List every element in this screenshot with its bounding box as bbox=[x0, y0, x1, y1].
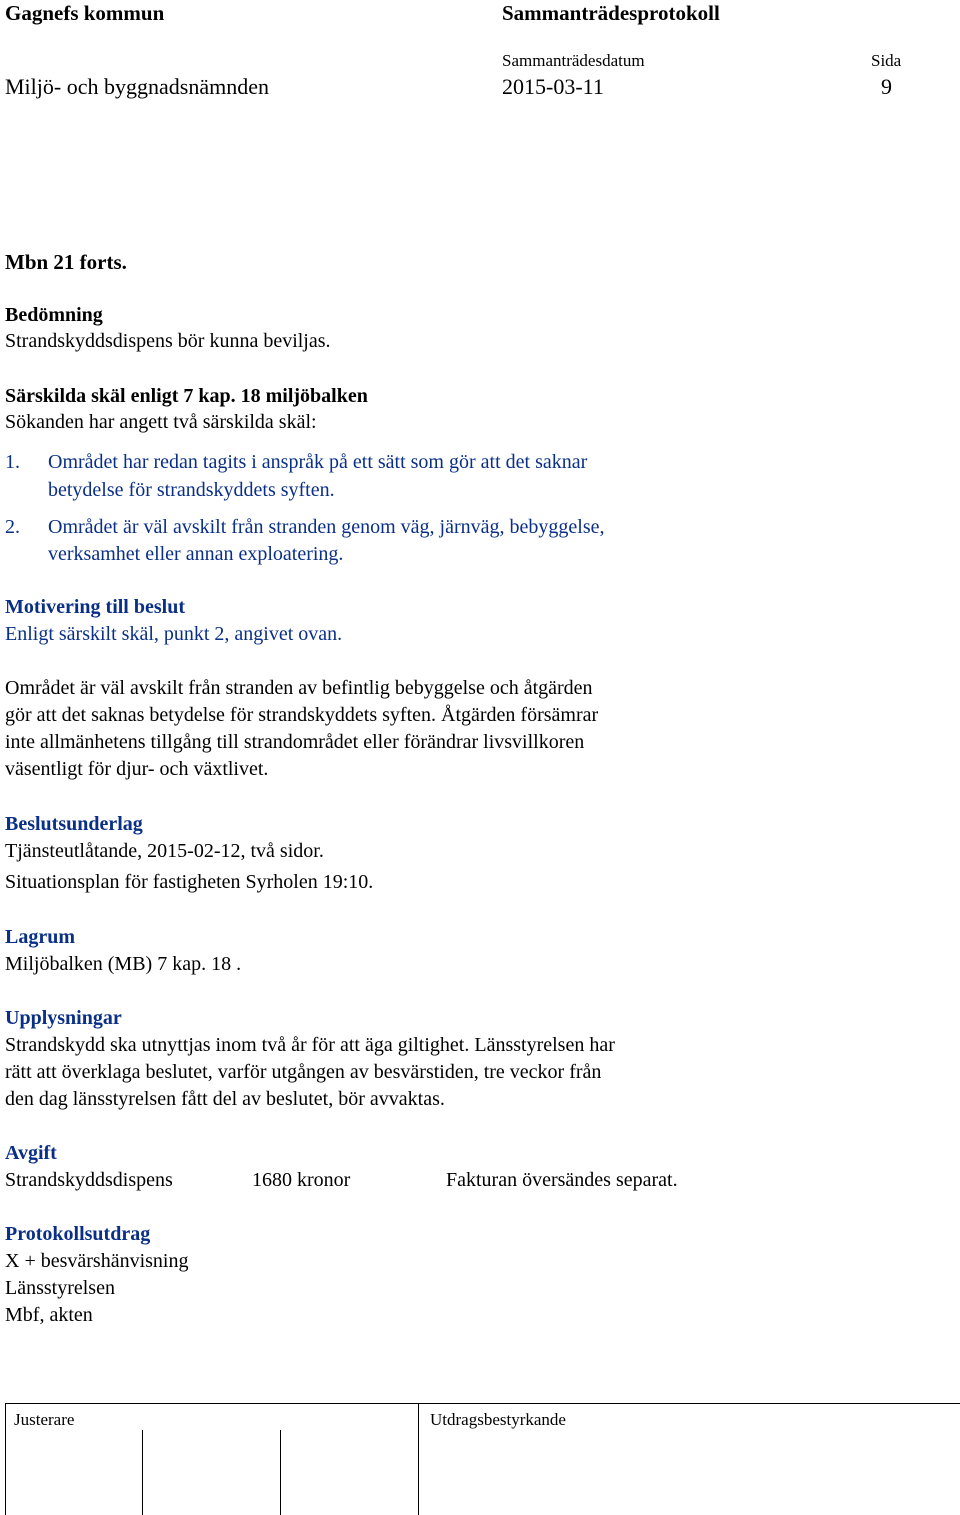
list-item-line: betydelse för strandskyddets syften. bbox=[48, 479, 335, 501]
motivering-paragraph-line: inte allmänhetens tillgång till strandområdet eller förändrar livsvillkoren bbox=[5, 731, 585, 753]
list-item-number: 2. bbox=[5, 516, 20, 538]
list-item-line: verksamhet eller annan exploatering. bbox=[48, 543, 344, 565]
footer-divider bbox=[418, 1403, 419, 1515]
upplysningar-heading: Upplysningar bbox=[5, 1007, 122, 1029]
protokollsutdrag-item: X + besvärshänvisning bbox=[5, 1250, 189, 1272]
bedomning-heading: Bedömning bbox=[5, 304, 103, 326]
bedomning-text: Strandskyddsdispens bör kunna beviljas. bbox=[5, 330, 331, 352]
motivering-paragraph-line: gör att det saknas betydelse för strandskyddets syften. Åtgärden försämrar bbox=[5, 704, 599, 726]
document-type: Sammanträdesprotokoll bbox=[502, 1, 720, 25]
page-label: Sida bbox=[871, 51, 902, 70]
justerare-label: Justerare bbox=[14, 1410, 75, 1429]
footer-top-rule bbox=[5, 1403, 960, 1404]
upplysningar-line: Strandskydd ska utnyttjas inom två år för att äga giltighet. Länsstyrelsen har bbox=[5, 1034, 615, 1056]
sarskilda-heading: Särskilda skäl enligt 7 kap. 18 miljöbalken bbox=[5, 385, 368, 407]
beslutsunderlag-heading: Beslutsunderlag bbox=[5, 813, 143, 835]
signature-box-divider bbox=[280, 1430, 281, 1515]
lagrum-heading: Lagrum bbox=[5, 926, 75, 948]
lagrum-text: Miljöbalken (MB) 7 kap. 18 . bbox=[5, 953, 242, 975]
upplysningar-line: rätt att överklaga beslutet, varför utgången av besvärstiden, tre veckor från bbox=[5, 1061, 602, 1083]
board-name: Miljö- och byggnadsnämnden bbox=[5, 74, 269, 99]
sarskilda-intro: Sökanden har angett två särskilda skäl: bbox=[5, 411, 317, 433]
list-item-line: Området har redan tagits i anspråk på ett sätt som gör att det saknar bbox=[48, 451, 588, 473]
motivering-paragraph-line: väsentligt för djur- och växtlivet. bbox=[5, 758, 269, 780]
motivering-text: Enligt särskilt skäl, punkt 2, angivet ovan. bbox=[5, 623, 343, 645]
avgift-amount: 1680 kronor bbox=[252, 1169, 351, 1191]
motivering-paragraph-line: Området är väl avskilt från stranden av befintlig bebyggelse och åtgärden bbox=[5, 677, 593, 699]
utdragsbestyrkande-label: Utdragsbestyrkande bbox=[430, 1410, 566, 1429]
protokollsutdrag-item: Mbf, akten bbox=[5, 1304, 93, 1326]
avgift-heading: Avgift bbox=[5, 1142, 57, 1164]
paragraph-title: Mbn 21 forts. bbox=[5, 250, 127, 274]
avgift-note: Fakturan översändes separat. bbox=[446, 1169, 678, 1191]
protokollsutdrag-item: Länsstyrelsen bbox=[5, 1277, 115, 1299]
municipality-name: Gagnefs kommun bbox=[5, 1, 165, 25]
signature-box-divider bbox=[142, 1430, 143, 1515]
beslutsunderlag-item: Tjänsteutlåtande, 2015-02-12, två sidor. bbox=[5, 840, 324, 862]
motivering-heading: Motivering till beslut bbox=[5, 596, 185, 618]
protokollsutdrag-heading: Protokollsutdrag bbox=[5, 1223, 151, 1245]
page-number: 9 bbox=[881, 74, 892, 99]
upplysningar-line: den dag länsstyrelsen fått del av beslutet, bör avvaktas. bbox=[5, 1088, 445, 1110]
list-item-number: 1. bbox=[5, 451, 20, 473]
date-label: Sammanträdesdatum bbox=[502, 51, 645, 70]
beslutsunderlag-item: Situationsplan för fastigheten Syrholen 19:10. bbox=[5, 871, 374, 893]
meeting-date: 2015-03-11 bbox=[502, 74, 604, 99]
list-item-line: Området är väl avskilt från stranden genom väg, järnväg, bebyggelse, bbox=[48, 516, 605, 538]
footer-left-border bbox=[5, 1403, 6, 1515]
avgift-item: Strandskyddsdispens bbox=[5, 1169, 173, 1191]
